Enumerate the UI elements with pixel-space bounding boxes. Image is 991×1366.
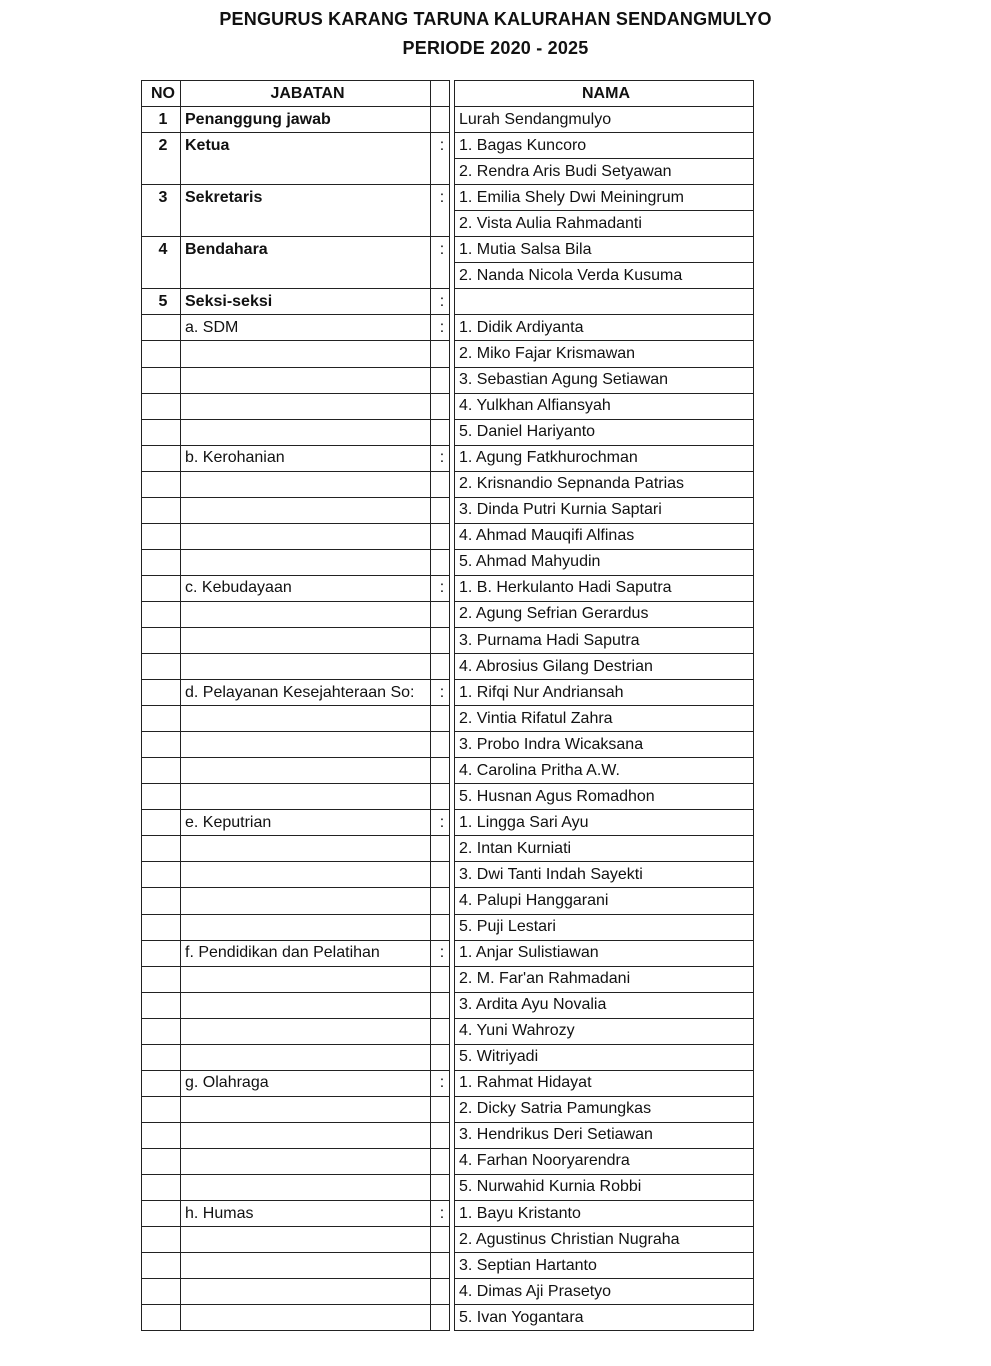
row-nama: 3. Septian Hartanto xyxy=(455,1253,754,1279)
row-number xyxy=(142,601,181,627)
table-row xyxy=(142,341,754,367)
table-row xyxy=(142,680,754,706)
row-colon xyxy=(431,159,450,185)
row-nama: 1. Lingga Sari Ayu xyxy=(455,810,754,836)
row-number xyxy=(142,888,181,914)
row-jabatan xyxy=(181,393,431,419)
row-nama: 4. Dimas Aji Prasetyo xyxy=(455,1279,754,1305)
row-jabatan xyxy=(181,367,431,393)
table-row xyxy=(142,1201,754,1227)
row-number xyxy=(142,523,181,549)
row-nama: 3. Dinda Putri Kurnia Saptari xyxy=(455,497,754,523)
row-number xyxy=(142,836,181,862)
row-number xyxy=(142,159,181,185)
row-number: 2 xyxy=(142,133,181,159)
row-colon xyxy=(431,341,450,367)
row-number xyxy=(142,1253,181,1279)
row-colon xyxy=(431,419,450,445)
row-jabatan xyxy=(181,341,431,367)
table-row xyxy=(142,237,754,263)
table-row xyxy=(142,836,754,862)
row-nama: 2. Miko Fajar Krismawan xyxy=(455,341,754,367)
row-number xyxy=(142,1227,181,1253)
row-nama: 4. Ahmad Mauqifi Alfinas xyxy=(455,523,754,549)
row-number xyxy=(142,497,181,523)
row-jabatan: Ketua xyxy=(181,133,431,159)
row-nama: 2. Krisnandio Sepnanda Patrias xyxy=(455,471,754,497)
table-row xyxy=(142,1305,754,1331)
row-jabatan xyxy=(181,992,431,1018)
table-row xyxy=(142,575,754,601)
row-colon xyxy=(431,784,450,810)
row-colon xyxy=(431,523,450,549)
row-jabatan: d. Pelayanan Kesejahteraan So: xyxy=(181,680,431,706)
row-nama: 1. B. Herkulanto Hadi Saputra xyxy=(455,575,754,601)
row-jabatan xyxy=(181,211,431,237)
table-row xyxy=(142,627,754,653)
row-number xyxy=(142,1305,181,1331)
row-colon: : xyxy=(431,575,450,601)
table-row xyxy=(142,940,754,966)
table-row xyxy=(142,185,754,211)
table-row xyxy=(142,523,754,549)
table-row xyxy=(142,419,754,445)
row-jabatan xyxy=(181,1148,431,1174)
row-jabatan xyxy=(181,706,431,732)
row-colon xyxy=(431,549,450,575)
table-row xyxy=(142,1148,754,1174)
row-nama: 2. Rendra Aris Budi Setyawan xyxy=(455,159,754,185)
row-number: 4 xyxy=(142,237,181,263)
row-number xyxy=(142,549,181,575)
row-jabatan xyxy=(181,914,431,940)
row-jabatan xyxy=(181,601,431,627)
row-nama: 4. Carolina Pritha A.W. xyxy=(455,758,754,784)
header-row xyxy=(142,81,754,107)
table-row xyxy=(142,1253,754,1279)
table-row xyxy=(142,862,754,888)
table-row xyxy=(142,732,754,758)
row-colon xyxy=(431,497,450,523)
table-row xyxy=(142,888,754,914)
row-colon xyxy=(431,654,450,680)
row-nama: 5. Nurwahid Kurnia Robbi xyxy=(455,1174,754,1200)
row-jabatan xyxy=(181,159,431,185)
row-number xyxy=(142,992,181,1018)
row-colon xyxy=(431,914,450,940)
row-jabatan xyxy=(181,419,431,445)
row-jabatan xyxy=(181,966,431,992)
row-number xyxy=(142,341,181,367)
row-colon: : xyxy=(431,185,450,211)
row-nama: 5. Ahmad Mahyudin xyxy=(455,549,754,575)
row-colon xyxy=(431,706,450,732)
row-jabatan: Seksi-seksi xyxy=(181,289,431,315)
row-nama: 5. Daniel Hariyanto xyxy=(455,419,754,445)
row-nama xyxy=(455,289,754,315)
row-colon xyxy=(431,367,450,393)
row-jabatan xyxy=(181,1279,431,1305)
row-number xyxy=(142,575,181,601)
row-nama: 5. Ivan Yogantara xyxy=(455,1305,754,1331)
row-colon xyxy=(431,1174,450,1200)
row-nama: 3. Probo Indra Wicaksana xyxy=(455,732,754,758)
table-row xyxy=(142,445,754,471)
row-number xyxy=(142,706,181,732)
row-jabatan xyxy=(181,523,431,549)
row-colon xyxy=(431,601,450,627)
row-jabatan xyxy=(181,549,431,575)
row-jabatan: Sekretaris xyxy=(181,185,431,211)
row-number xyxy=(142,393,181,419)
table-row xyxy=(142,706,754,732)
row-jabatan: f. Pendidikan dan Pelatihan xyxy=(181,940,431,966)
row-nama: 2. Dicky Satria Pamungkas xyxy=(455,1096,754,1122)
row-nama: 1. Anjar Sulistiawan xyxy=(455,940,754,966)
row-colon: : xyxy=(431,810,450,836)
row-colon xyxy=(431,627,450,653)
row-colon: : xyxy=(431,940,450,966)
roster-body xyxy=(142,107,754,1331)
table-row xyxy=(142,367,754,393)
row-jabatan: c. Kebudayaan xyxy=(181,575,431,601)
table-row xyxy=(142,1096,754,1122)
row-number xyxy=(142,315,181,341)
row-number xyxy=(142,1279,181,1305)
row-number xyxy=(142,445,181,471)
row-colon xyxy=(431,471,450,497)
document-period: PERIODE 2020 - 2025 xyxy=(402,38,589,58)
row-number xyxy=(142,263,181,289)
row-colon xyxy=(431,732,450,758)
row-nama: 4. Abrosius Gilang Destrian xyxy=(455,654,754,680)
row-colon xyxy=(431,1148,450,1174)
row-jabatan xyxy=(181,784,431,810)
row-number xyxy=(142,784,181,810)
table-row xyxy=(142,654,754,680)
row-colon xyxy=(431,1096,450,1122)
row-nama: 3. Hendrikus Deri Setiawan xyxy=(455,1122,754,1148)
row-colon xyxy=(431,862,450,888)
row-nama: 1. Rifqi Nur Andriansah xyxy=(455,680,754,706)
row-number xyxy=(142,1070,181,1096)
row-colon: : xyxy=(431,1201,450,1227)
table-row xyxy=(142,1018,754,1044)
row-number: 5 xyxy=(142,289,181,315)
row-colon xyxy=(431,1044,450,1070)
row-jabatan xyxy=(181,471,431,497)
row-nama: 3. Dwi Tanti Indah Sayekti xyxy=(455,862,754,888)
row-jabatan xyxy=(181,758,431,784)
row-number xyxy=(142,680,181,706)
row-number xyxy=(142,1122,181,1148)
table-row xyxy=(142,263,754,289)
row-nama: 1. Agung Fatkhurochman xyxy=(455,445,754,471)
row-jabatan xyxy=(181,1096,431,1122)
table-row xyxy=(142,966,754,992)
row-jabatan xyxy=(181,732,431,758)
row-jabatan: g. Olahraga xyxy=(181,1070,431,1096)
row-colon: : xyxy=(431,445,450,471)
row-jabatan xyxy=(181,1018,431,1044)
row-number xyxy=(142,211,181,237)
row-nama: 1. Rahmat Hidayat xyxy=(455,1070,754,1096)
row-colon xyxy=(431,1227,450,1253)
row-colon xyxy=(431,107,450,133)
row-number xyxy=(142,654,181,680)
table-row xyxy=(142,1070,754,1096)
row-colon xyxy=(431,1279,450,1305)
row-nama: 2. Agung Sefrian Gerardus xyxy=(455,601,754,627)
row-nama: 1. Mutia Salsa Bila xyxy=(455,237,754,263)
row-jabatan xyxy=(181,654,431,680)
row-jabatan: Bendahara xyxy=(181,237,431,263)
table-row xyxy=(142,1044,754,1070)
row-jabatan xyxy=(181,1044,431,1070)
row-colon: : xyxy=(431,1070,450,1096)
row-number xyxy=(142,810,181,836)
row-nama: 1. Didik Ardiyanta xyxy=(455,315,754,341)
row-colon xyxy=(431,836,450,862)
row-nama: 5. Husnan Agus Romadhon xyxy=(455,784,754,810)
row-number: 3 xyxy=(142,185,181,211)
table-row xyxy=(142,315,754,341)
row-jabatan: h. Humas xyxy=(181,1201,431,1227)
table-row xyxy=(142,107,754,133)
table-row xyxy=(142,289,754,315)
row-nama: 2. Agustinus Christian Nugraha xyxy=(455,1227,754,1253)
row-number xyxy=(142,627,181,653)
row-nama: 4. Palupi Hanggarani xyxy=(455,888,754,914)
roster-table xyxy=(141,80,754,1331)
table-row xyxy=(142,784,754,810)
row-jabatan xyxy=(181,888,431,914)
row-number xyxy=(142,1096,181,1122)
row-jabatan xyxy=(181,497,431,523)
row-colon xyxy=(431,758,450,784)
row-colon xyxy=(431,1122,450,1148)
row-jabatan: Penanggung jawab xyxy=(181,107,431,133)
header-jabatan: JABATAN xyxy=(181,81,431,107)
row-colon xyxy=(431,888,450,914)
row-colon: : xyxy=(431,289,450,315)
document-title: PENGURUS KARANG TARUNA KALURAHAN SENDANGMULYO xyxy=(219,9,772,29)
row-jabatan: b. Kerohanian xyxy=(181,445,431,471)
row-nama: 5. Puji Lestari xyxy=(455,914,754,940)
row-jabatan xyxy=(181,862,431,888)
row-number xyxy=(142,367,181,393)
row-colon xyxy=(431,393,450,419)
row-nama: 4. Farhan Nooryarendra xyxy=(455,1148,754,1174)
row-colon xyxy=(431,1018,450,1044)
row-jabatan xyxy=(181,1227,431,1253)
row-jabatan: a. SDM xyxy=(181,315,431,341)
row-colon xyxy=(431,992,450,1018)
table-row xyxy=(142,497,754,523)
row-nama: 4. Yulkhan Alfiansyah xyxy=(455,393,754,419)
row-number: 1 xyxy=(142,107,181,133)
row-jabatan xyxy=(181,1253,431,1279)
header-nama: NAMA xyxy=(455,81,754,107)
row-number xyxy=(142,758,181,784)
row-number xyxy=(142,940,181,966)
row-colon xyxy=(431,211,450,237)
row-jabatan xyxy=(181,627,431,653)
row-number xyxy=(142,1148,181,1174)
row-number xyxy=(142,471,181,497)
table-row xyxy=(142,1227,754,1253)
row-colon xyxy=(431,1253,450,1279)
row-jabatan xyxy=(181,1122,431,1148)
table-row xyxy=(142,1174,754,1200)
row-nama: 2. Vista Aulia Rahmadanti xyxy=(455,211,754,237)
table-row xyxy=(142,1279,754,1305)
row-number xyxy=(142,862,181,888)
table-row xyxy=(142,471,754,497)
row-number xyxy=(142,419,181,445)
row-number xyxy=(142,1018,181,1044)
table-row xyxy=(142,1122,754,1148)
header-no: NO xyxy=(142,81,181,107)
row-number xyxy=(142,1044,181,1070)
row-number xyxy=(142,914,181,940)
table-row xyxy=(142,159,754,185)
row-colon: : xyxy=(431,315,450,341)
table-row xyxy=(142,393,754,419)
row-nama: Lurah Sendangmulyo xyxy=(455,107,754,133)
row-jabatan xyxy=(181,1174,431,1200)
row-number xyxy=(142,1174,181,1200)
row-nama: 2. M. Far'an Rahmadani xyxy=(455,966,754,992)
row-nama: 3. Ardita Ayu Novalia xyxy=(455,992,754,1018)
row-colon xyxy=(431,966,450,992)
row-number xyxy=(142,966,181,992)
row-colon xyxy=(431,1305,450,1331)
row-jabatan xyxy=(181,1305,431,1331)
table-row xyxy=(142,758,754,784)
row-nama: 2. Intan Kurniati xyxy=(455,836,754,862)
table-row xyxy=(142,914,754,940)
row-nama: 1. Bayu Kristanto xyxy=(455,1201,754,1227)
row-nama: 3. Purnama Hadi Saputra xyxy=(455,627,754,653)
row-jabatan xyxy=(181,836,431,862)
table-row xyxy=(142,810,754,836)
row-nama: 2. Nanda Nicola Verda Kusuma xyxy=(455,263,754,289)
row-nama: 1. Bagas Kuncoro xyxy=(455,133,754,159)
table-row xyxy=(142,133,754,159)
row-colon: : xyxy=(431,133,450,159)
row-nama: 1. Emilia Shely Dwi Meiningrum xyxy=(455,185,754,211)
row-nama: 2. Vintia Rifatul Zahra xyxy=(455,706,754,732)
row-jabatan xyxy=(181,263,431,289)
row-nama: 5. Witriyadi xyxy=(455,1044,754,1070)
row-number xyxy=(142,1201,181,1227)
table-row xyxy=(142,992,754,1018)
row-nama: 4. Yuni Wahrozy xyxy=(455,1018,754,1044)
row-colon: : xyxy=(431,680,450,706)
table-row xyxy=(142,211,754,237)
table-row xyxy=(142,601,754,627)
row-colon xyxy=(431,263,450,289)
table-row xyxy=(142,549,754,575)
row-colon: : xyxy=(431,237,450,263)
row-jabatan: e. Keputrian xyxy=(181,810,431,836)
header-colon xyxy=(431,81,450,107)
row-nama: 3. Sebastian Agung Setiawan xyxy=(455,367,754,393)
row-number xyxy=(142,732,181,758)
